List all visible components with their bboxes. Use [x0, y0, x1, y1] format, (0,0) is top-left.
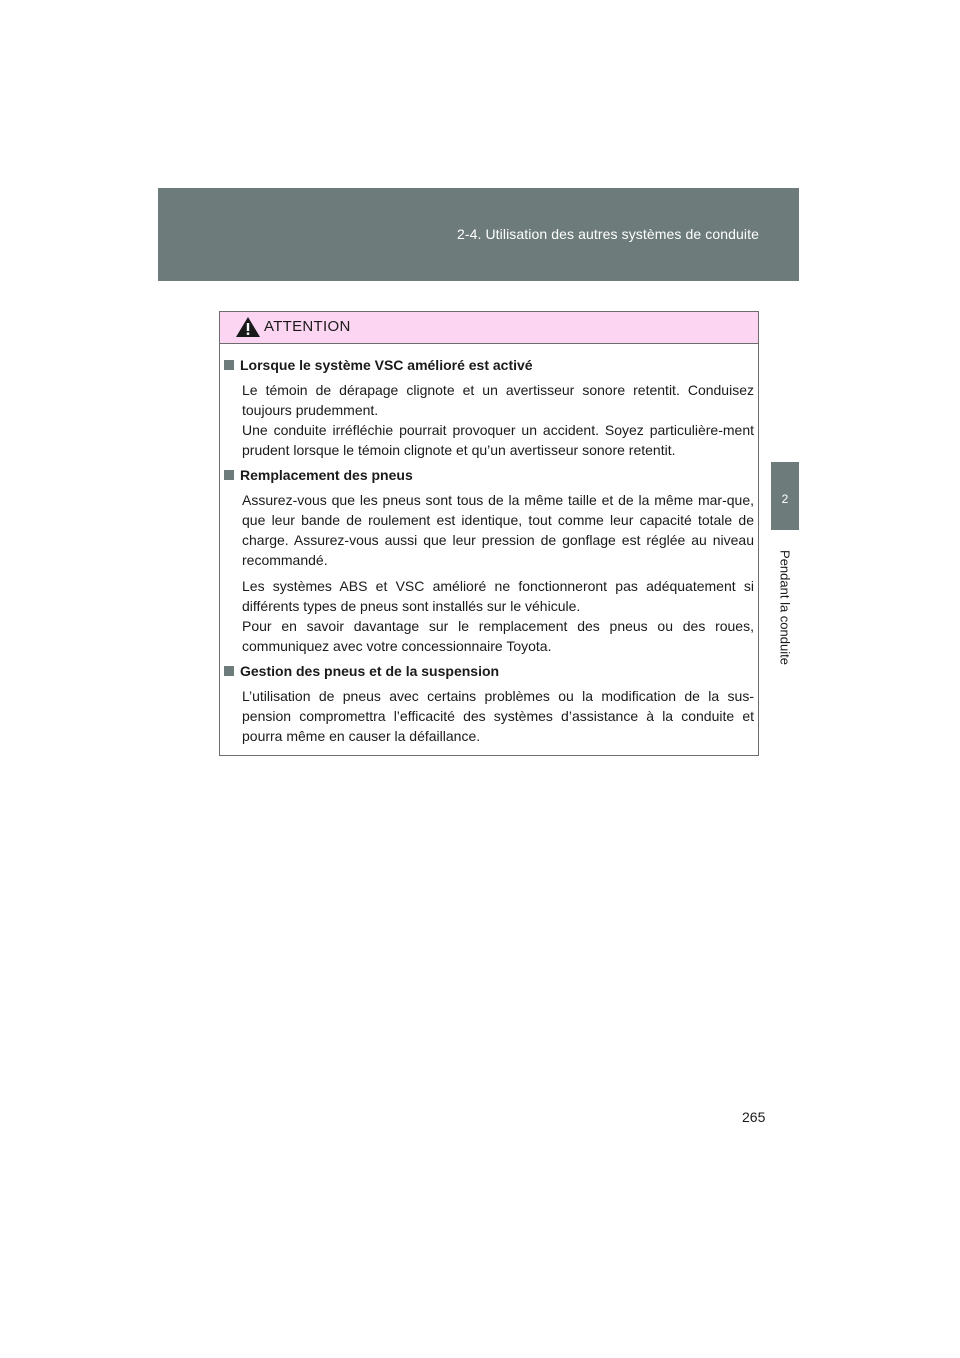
chapter-number: 2 [781, 492, 789, 506]
section-title [224, 662, 754, 680]
warning-box [219, 311, 759, 756]
section-paragraph: Les systèmes ABS et VSC amélioré ne fonctionneront pas adéquatement si différents types de pneus sont installés sur le véhicule. [242, 578, 754, 614]
square-bullet-icon [224, 666, 234, 676]
chapter-header-band [158, 188, 799, 281]
chapter-side-tab [771, 462, 799, 530]
section-title-text: Remplacement des pneus [240, 467, 413, 483]
warning-section [224, 662, 754, 746]
section-title-text: Gestion des pneus et de la suspension [240, 663, 500, 679]
warning-header [220, 312, 758, 344]
section-title-text: Lorsque le système VSC amélioré est activé [240, 357, 533, 373]
square-bullet-icon [224, 360, 234, 370]
section-paragraph: Pour en savoir davantage sur le remplacement des pneus ou des roues, communiquez avec votre concessionnaire Toyota. [242, 618, 754, 654]
section-paragraph: Le témoin de dérapage clignote et un avertisseur sonore retentit. Conduisez toujours prudemment. [242, 382, 754, 418]
section-paragraph: L’utilisation de pneus avec certains problèmes ou la modification de la sus-pension compromettra l’efficacité des systèmes d’assistance à la conduite et pourra même en causer la défaillance. [242, 688, 754, 744]
warning-label: ATTENTION [264, 318, 351, 335]
chapter-side-label: Pendant la conduite [777, 550, 793, 665]
chapter-section-title: 2-4. Utilisation des autres systèmes de conduite [456, 226, 759, 242]
section-title [224, 356, 754, 374]
page-number: 265 [742, 1109, 766, 1125]
section-paragraph: Assurez-vous que les pneus sont tous de la même taille et de la même mar-que, que leur bande de roulement est identique, tout comme leur capacité totale de charge. Assurez-vous aussi que leur pression de gonflage est réglée au niveau recommandé. [242, 492, 754, 568]
section-paragraph: Une conduite irréfléchie pourrait provoquer un accident. Soyez particulière-ment prudent lorsque le témoin clignote et qu’un avertisseur sonore retentit. [242, 422, 754, 458]
warning-section [224, 466, 754, 656]
square-bullet-icon [224, 470, 234, 480]
warning-content [220, 344, 758, 746]
warning-section [224, 356, 754, 460]
section-title [224, 466, 754, 484]
warning-triangle-icon [235, 316, 261, 338]
